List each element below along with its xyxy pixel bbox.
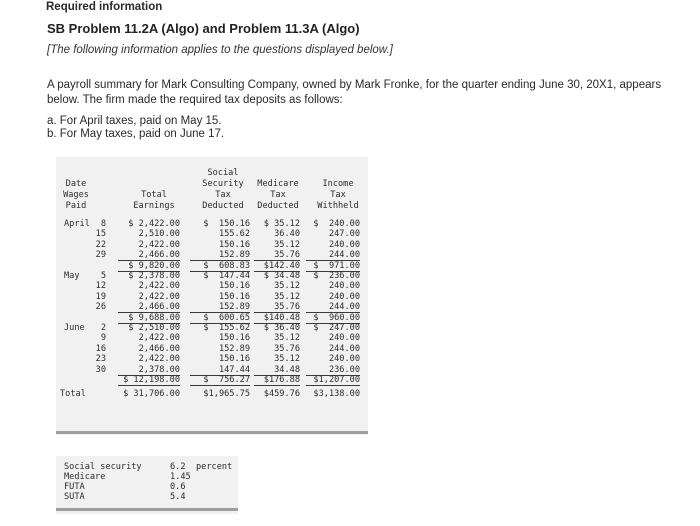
row-income-tax: 240.00 bbox=[328, 239, 360, 250]
row-medicare: $459.76 bbox=[263, 389, 300, 400]
deposit-item-b: b. For May taxes, paid on June 17. bbox=[47, 128, 225, 140]
row-day: 16 bbox=[95, 343, 106, 354]
problem-title: SB Problem 11.2A (Algo) and Problem 11.3A (Algo) bbox=[47, 21, 360, 36]
row-social-security: 152.89 bbox=[218, 343, 250, 354]
row-earnings: 2,422.00 bbox=[138, 333, 180, 344]
row-medicare: $176.88 bbox=[254, 375, 300, 386]
row-day: 23 bbox=[95, 354, 106, 365]
row-day: 12 bbox=[95, 281, 106, 292]
row-month: June bbox=[64, 323, 85, 333]
row-social-security: $ 155.62 bbox=[203, 323, 250, 333]
row-income-tax: 240.00 bbox=[328, 354, 360, 365]
rate-label: Medicare bbox=[64, 472, 106, 482]
rate-label: SUTA bbox=[64, 492, 85, 502]
row-earnings: $ 2,422.00 bbox=[128, 219, 180, 229]
row-medicare: 35.12 bbox=[274, 354, 300, 365]
row-income-tax: 240.00 bbox=[328, 281, 360, 292]
row-social-security: $1,965.75 bbox=[203, 389, 250, 400]
row-earnings: $ 2,378.00 bbox=[128, 271, 180, 281]
row-medicare: 35.12 bbox=[274, 333, 300, 344]
row-earnings: $ 2,510.00 bbox=[128, 323, 180, 333]
row-medicare: $ 35.12 bbox=[263, 219, 300, 229]
rate-value: 5.4 bbox=[170, 492, 186, 502]
header-medicare-1: Tax bbox=[270, 190, 286, 200]
row-social-security: 150.16 bbox=[218, 281, 250, 292]
header-medicare-2: Deducted bbox=[257, 201, 299, 211]
info-note: [The following information applies to the questions displayed below.] bbox=[47, 44, 393, 56]
row-social-security: $ 756.27 bbox=[190, 375, 250, 386]
rate-value: 1.45 bbox=[170, 472, 191, 482]
row-earnings: 2,422.00 bbox=[138, 291, 180, 302]
row-income-tax: 244.00 bbox=[328, 343, 360, 354]
deposit-item-a: a. For April taxes, paid on May 15. bbox=[47, 115, 222, 127]
row-social-security: 150.16 bbox=[218, 354, 250, 365]
required-information-heading: Required information bbox=[46, 1, 163, 13]
row-medicare: 34.48 bbox=[254, 365, 300, 376]
row-earnings: 2,422.00 bbox=[138, 239, 180, 250]
row-social-security: $ 600.65 bbox=[190, 313, 250, 324]
row-income-tax: $ 960.00 bbox=[306, 313, 360, 324]
header-income-1: Tax bbox=[330, 190, 346, 200]
rates-bottom-rule bbox=[56, 508, 238, 511]
rate-unit: percent bbox=[196, 462, 233, 472]
row-income-tax: 236.00 bbox=[306, 365, 360, 376]
row-earnings: $ 9,820.00 bbox=[118, 261, 180, 272]
rate-label: Social security bbox=[64, 462, 142, 472]
row-income-tax: $3,138.00 bbox=[313, 389, 360, 400]
row-income-tax: 247.00 bbox=[328, 229, 360, 240]
row-income-tax: $1,207.00 bbox=[306, 375, 360, 386]
rate-value: 0.6 bbox=[170, 482, 186, 492]
rate-value: 6.2 bbox=[170, 462, 186, 472]
header-income-2: Withheld bbox=[317, 201, 359, 211]
row-earnings: 2,510.00 bbox=[138, 229, 180, 240]
row-income-tax: 240.00 bbox=[328, 333, 360, 344]
row-medicare: 35.12 bbox=[274, 291, 300, 302]
row-day: 9 bbox=[100, 333, 106, 344]
row-day: 19 bbox=[95, 291, 106, 302]
row-earnings: $ 12,198.00 bbox=[118, 375, 180, 386]
row-social-security: 150.16 bbox=[218, 239, 250, 250]
row-medicare: $ 34.48 bbox=[263, 271, 300, 281]
intro-paragraph: A payroll summary for Mark Consulting Company, owned by Mark Fronke, for the quarter ending June 30, 20X1, appears below. The firm made the required tax deposits as follows: bbox=[47, 79, 662, 106]
row-medicare: 35.12 bbox=[274, 239, 300, 250]
row-earnings: 2,466.00 bbox=[118, 302, 180, 313]
row-medicare: 35.12 bbox=[274, 281, 300, 292]
row-income-tax: 240.00 bbox=[328, 291, 360, 302]
row-month: May bbox=[64, 271, 80, 281]
row-medicare: 35.76 bbox=[254, 302, 300, 313]
header-social-1: Security bbox=[202, 179, 244, 189]
row-medicare: 35.76 bbox=[254, 250, 300, 261]
row-medicare: $142.40 bbox=[254, 261, 300, 272]
header-date-0: Date bbox=[65, 179, 87, 189]
row-social-security: 155.62 bbox=[218, 229, 250, 240]
row-social-security: $ 150.16 bbox=[203, 219, 250, 229]
row-earnings: 2,466.00 bbox=[138, 343, 180, 354]
table-bottom-rule bbox=[56, 431, 368, 434]
row-earnings: 2,422.00 bbox=[138, 281, 180, 292]
row-earnings: 2,378.00 bbox=[118, 365, 180, 376]
row-day: 2 bbox=[100, 323, 106, 333]
row-medicare: $140.48 bbox=[254, 313, 300, 324]
row-income-tax: $ 240.00 bbox=[313, 219, 360, 229]
row-day: 30 bbox=[95, 364, 106, 375]
tax-rates-table bbox=[56, 456, 238, 514]
row-income-tax: 244.00 bbox=[306, 302, 360, 313]
row-day: 8 bbox=[100, 219, 106, 229]
row-income-tax: $ 247.00 bbox=[313, 323, 360, 333]
row-social-security: $ 608.83 bbox=[190, 261, 250, 272]
header-social-2: Tax bbox=[215, 190, 231, 200]
row-medicare: 35.76 bbox=[274, 343, 300, 354]
header-social-0: Social bbox=[207, 168, 239, 178]
header-date-1: Wages bbox=[63, 190, 89, 200]
header-medicare-0: Medicare bbox=[257, 179, 299, 189]
header-earnings-1: Earnings bbox=[133, 201, 175, 211]
row-day: 5 bbox=[100, 271, 106, 281]
row-income-tax: $ 971.00 bbox=[306, 261, 360, 272]
deposit-list bbox=[47, 115, 224, 141]
header-income-0: Income bbox=[322, 179, 354, 189]
header-social-3: Deducted bbox=[202, 201, 244, 211]
row-income-tax: $ 236.00 bbox=[313, 271, 360, 281]
row-social-security: 150.16 bbox=[218, 291, 250, 302]
row-earnings: 2,422.00 bbox=[138, 354, 180, 365]
row-earnings: 2,466.00 bbox=[118, 250, 180, 261]
row-month: Total bbox=[60, 389, 86, 400]
header-earnings-0: Total bbox=[141, 190, 167, 200]
row-day: 15 bbox=[95, 229, 106, 240]
row-day: 29 bbox=[95, 250, 106, 261]
rate-label: FUTA bbox=[64, 482, 85, 492]
row-income-tax: 244.00 bbox=[306, 250, 360, 261]
row-social-security: 150.16 bbox=[218, 333, 250, 344]
row-earnings: $ 9,688.00 bbox=[118, 313, 180, 324]
header-date-2: Paid bbox=[65, 201, 87, 211]
row-day: 26 bbox=[95, 302, 106, 313]
row-medicare: $ 36.40 bbox=[263, 323, 300, 333]
payroll-summary-table bbox=[56, 157, 368, 435]
row-day: 22 bbox=[95, 239, 106, 250]
row-social-security: 147.44 bbox=[190, 365, 250, 376]
row-earnings: $ 31,706.00 bbox=[123, 389, 180, 400]
row-social-security: $ 147.44 bbox=[203, 271, 250, 281]
row-medicare: 36.40 bbox=[274, 229, 300, 240]
row-social-security: 152.89 bbox=[190, 250, 250, 261]
row-month: April bbox=[64, 219, 90, 229]
row-social-security: 152.89 bbox=[190, 302, 250, 313]
